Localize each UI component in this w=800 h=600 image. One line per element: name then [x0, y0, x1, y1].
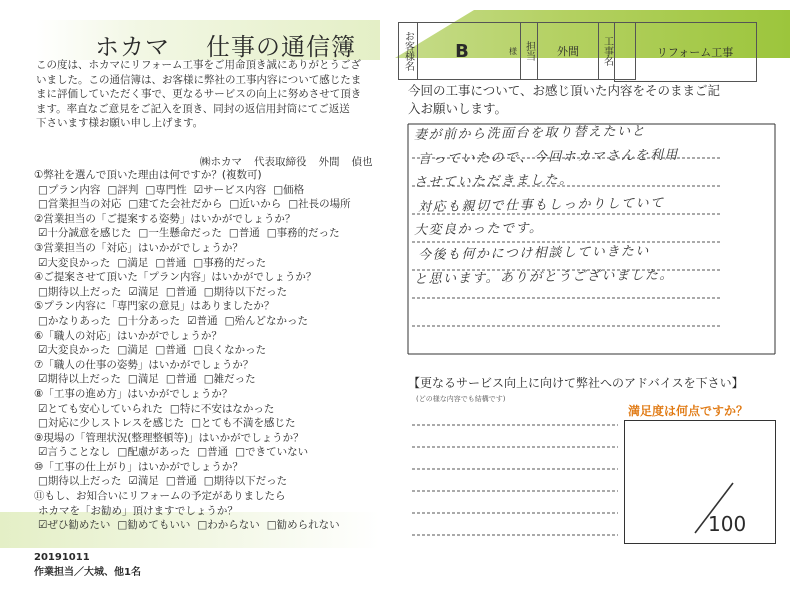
client-label: お客様名 [399, 23, 418, 79]
instruction-line: 今回の工事について、お感じ頂いた内容をそのままご記 [408, 83, 721, 98]
page-title [95, 27, 356, 62]
option[interactable]: □期待以上だった [38, 285, 122, 298]
option[interactable]: □事務的だった [193, 256, 267, 269]
advice-subtitle: (どの様な内容でも結構です) [416, 395, 506, 403]
option[interactable]: □普通 [197, 446, 229, 459]
option[interactable]: □建てた会社だから [128, 198, 223, 211]
option[interactable]: □期待以上だった [38, 475, 122, 488]
brand-name: ホカマ [95, 33, 170, 61]
question-text: ①弊社を選んで頂いた理由は何ですか？(複数可) [34, 169, 262, 181]
handwritten-line: 大変良かったです。 [413, 220, 544, 239]
rep-title: 代表取締役 [254, 156, 307, 168]
header-info-box [398, 22, 636, 80]
option[interactable]: □かなりあった [38, 314, 111, 327]
rep-surname: 外間 [318, 156, 340, 168]
checked-option[interactable]: ☑期待以上だった [38, 373, 121, 386]
option[interactable]: □普通 [165, 475, 197, 488]
option[interactable]: □勧めてもいい [117, 519, 191, 532]
option-row [34, 226, 384, 241]
option[interactable]: □専門性 [145, 183, 187, 196]
option-row [34, 518, 384, 533]
representative [200, 154, 385, 169]
option-row [34, 256, 384, 271]
checked-option[interactable]: ☑十分誠意を感じた [38, 227, 132, 240]
option-row [34, 402, 384, 417]
rep-given-name: 偵也 [351, 156, 373, 168]
checked-option[interactable]: ☑大変良かった [38, 344, 111, 357]
intro-line: ます。率直なご意見をご記入を頂き、同封の返信用封筒にてご返送 [36, 102, 350, 115]
option-row [34, 416, 384, 431]
work-name: リフォーム工事 [634, 22, 757, 82]
question-text: ⑨現場の「管理状況(整理整頓等)」はいかがでしょうか？ [34, 431, 304, 444]
option[interactable]: □普通 [155, 344, 187, 357]
question-text: ⑩「工事の仕上がり」はいかがでしょうか？ [34, 460, 243, 473]
option[interactable]: □満足 [127, 373, 159, 386]
question-text: ⑥「職人の対応」はいかがでしょうか？ [34, 329, 222, 342]
checked-option[interactable]: ☑普通 [187, 314, 218, 327]
company-name: ㈱ホカマ [200, 156, 242, 168]
intro-line: この度は、ホカマにリフォーム工事をご用命頂き誠にありがとうござ [36, 59, 361, 71]
option[interactable]: □期待以下だった [203, 285, 288, 298]
option[interactable]: □普通 [155, 256, 187, 269]
option[interactable]: □普通 [165, 285, 197, 298]
checked-option[interactable]: ☑言うことなし [38, 446, 111, 459]
option[interactable]: □価格 [273, 183, 305, 196]
option[interactable]: □特に不安はなかった [169, 402, 275, 415]
handwritten-comment [410, 122, 730, 322]
intro-line: まに評価していただく事で、更なるサービスの向上に努めさせて頂き [36, 88, 362, 100]
option[interactable]: □近いから [229, 198, 282, 211]
option[interactable]: □社長の場所 [288, 198, 351, 211]
handwritten-line: 対応も親切で仕事もしっかりしていて [417, 195, 665, 216]
option[interactable]: □とても不満を感じた [191, 417, 296, 430]
option[interactable]: □プラン内容 [38, 183, 101, 196]
questionnaire [34, 168, 384, 533]
option[interactable]: □わからない [197, 519, 260, 532]
option[interactable]: □普通 [165, 373, 197, 386]
handwritten-line: と思います。ありがとうございました。 [413, 267, 675, 288]
client-suffix: 様 [506, 23, 521, 79]
slash-mark [625, 421, 775, 543]
instruction-line: 入お願いします。 [408, 101, 508, 116]
intro-line: 下さいます様お願い申し上げます。 [36, 117, 204, 129]
checked-option[interactable]: ☑とても安心していられた [38, 402, 163, 415]
document-title: 仕事の通信簿 [206, 33, 356, 61]
option[interactable]: □殆んどなかった [224, 314, 308, 327]
option[interactable]: □勧められない [266, 519, 340, 532]
checked-option[interactable]: ☑満足 [128, 285, 159, 298]
handwritten-line: 今後も何かにつけ相談していきたい [417, 243, 650, 264]
checked-option[interactable]: ☑大変良かった [38, 256, 111, 269]
option[interactable]: □一生懸命だった [138, 227, 222, 240]
question-text: ③営業担当の「対応」はいかがでしょうか？ [34, 241, 243, 254]
option[interactable]: □雑だった [203, 373, 256, 386]
staff-name: 外間 [538, 23, 599, 79]
staff-label: 担当 [521, 23, 538, 79]
handwritten-line: 言っていたので、今回ホカマさんを利用 [417, 147, 679, 168]
checked-option[interactable]: ☑サービス内容 [193, 183, 267, 196]
option[interactable]: □普通 [228, 227, 260, 240]
option[interactable]: □事務的だった [266, 227, 340, 240]
client-name: B [455, 40, 469, 62]
satisfaction-score: 100 [708, 512, 747, 536]
option[interactable]: □期待以下だった [203, 475, 288, 488]
option[interactable]: □満足 [117, 256, 149, 269]
handwritten-line: させていただきました。 [413, 172, 574, 191]
option-row [34, 314, 384, 329]
question-text: ④ご提案させて頂いた「プラン内容」はいかがでしょうか？ [34, 271, 317, 284]
handwritten-line: 妻が前から洗面台を取り替えたいと [413, 123, 647, 144]
option[interactable]: □配慮があった [117, 446, 191, 459]
footer [34, 552, 141, 578]
option-row [34, 183, 384, 198]
advice-title: 【更なるサービス向上に向けて弊社へのアドバイスを下さい】 [408, 376, 744, 390]
work-staff: 作業担当／大城、他1名 [34, 567, 141, 578]
option-row [34, 474, 384, 489]
intro-line: いました。この通信簿は、お客様に弊社の工事内容について感じたま [36, 73, 362, 86]
option[interactable]: □営業担当の対応 [38, 198, 122, 211]
option-row [34, 445, 384, 460]
question-text: ⑤プラン内容に「専門家の意見」はありましたか？ [34, 300, 275, 313]
option-row [34, 343, 384, 358]
option[interactable]: □評判 [107, 183, 139, 196]
option[interactable]: □できていない [235, 446, 309, 459]
instruction-text [408, 82, 778, 118]
intro-text [36, 58, 380, 131]
satisfaction-label: 満足度は何点ですか？ [628, 404, 749, 418]
satisfaction-box [624, 420, 776, 544]
option[interactable]: □十分あった [117, 314, 181, 327]
checked-option[interactable]: ☑満足 [128, 475, 159, 488]
work-label: 工事名 [601, 36, 613, 66]
option[interactable]: □満足 [117, 344, 149, 357]
option[interactable]: □対応に少しストレスを感じた [38, 417, 185, 430]
option: ホカマを「お勧め」頂けますでしょうか？ [38, 504, 238, 517]
question-text: ⑦「職人の仕事の姿勢」はいかがでしょうか？ [34, 358, 254, 371]
option-row [34, 372, 384, 387]
option-row [34, 197, 384, 212]
question-text: ②営業担当の「ご提案する姿勢」はいかがでしょうか？ [34, 212, 296, 225]
question-text: ⑪もし、お知合いにリフォームの予定がありましたら [34, 490, 286, 503]
option-row [34, 285, 384, 300]
option[interactable]: □良くなかった [193, 344, 267, 357]
survey-date: 20191011 [34, 552, 90, 563]
question-text: ⑧「工事の進め方」はいかがでしょうか？ [34, 387, 233, 400]
option-row [34, 504, 384, 519]
checked-option[interactable]: ☑ぜひ勧めたい [38, 519, 111, 532]
work-label-box [614, 22, 635, 82]
